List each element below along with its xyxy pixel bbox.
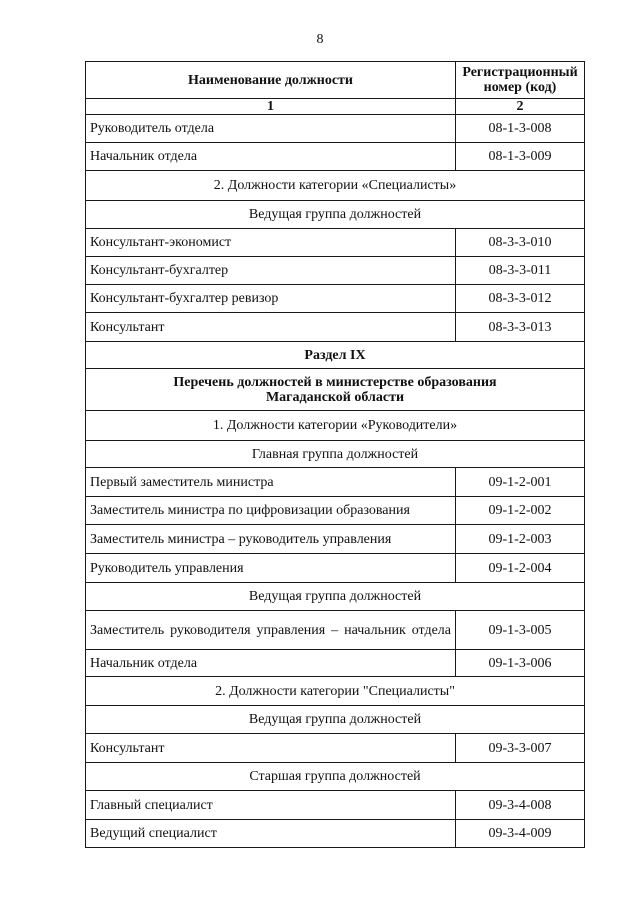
column-number-row	[86, 99, 585, 115]
position-code: 08-3-3-012	[456, 285, 585, 313]
position-name: Руководитель отдела	[86, 115, 456, 143]
table-row	[86, 734, 585, 763]
position-name: Заместитель руководителя управления – начальник отдела	[86, 611, 456, 650]
position-code: 08-3-3-011	[456, 257, 585, 285]
position-code: 08-1-3-008	[456, 115, 585, 143]
position-code: 08-3-3-010	[456, 229, 585, 257]
table-row	[86, 650, 585, 677]
group-heading: Ведущая группа должностей	[86, 583, 585, 611]
section-row	[86, 763, 585, 791]
position-name: Ведущий специалист	[86, 820, 456, 848]
group-heading: Главная группа должностей	[86, 441, 585, 468]
section-row	[86, 441, 585, 468]
position-code: 09-1-2-004	[456, 554, 585, 583]
position-name: Начальник отдела	[86, 650, 456, 677]
column-number-2: 2	[456, 99, 585, 115]
table-row	[86, 497, 585, 525]
section-row	[86, 369, 585, 411]
category-heading: 1. Должности категории «Руководители»	[86, 411, 585, 441]
table-row	[86, 554, 585, 583]
position-code: 09-3-4-009	[456, 820, 585, 848]
table-row	[86, 257, 585, 285]
table-row	[86, 313, 585, 342]
group-heading: Ведущая группа должностей	[86, 706, 585, 734]
position-name: Начальник отдела	[86, 143, 456, 171]
position-code: 09-3-4-008	[456, 791, 585, 820]
positions-table	[85, 61, 585, 848]
header-registration-code: Регистрационный номер (код)	[456, 62, 585, 99]
position-name: Консультант-бухгалтер	[86, 257, 456, 285]
position-code: 09-3-3-007	[456, 734, 585, 763]
section-row	[86, 583, 585, 611]
position-name: Заместитель министра – руководитель управления	[86, 525, 456, 554]
position-code: 09-1-2-001	[456, 468, 585, 497]
section-row	[86, 677, 585, 706]
table-row	[86, 468, 585, 497]
section-row	[86, 706, 585, 734]
table-row	[86, 143, 585, 171]
group-heading: Старшая группа должностей	[86, 763, 585, 791]
table-row	[86, 229, 585, 257]
position-code: 08-3-3-013	[456, 313, 585, 342]
position-code: 08-1-3-009	[456, 143, 585, 171]
position-name: Первый заместитель министра	[86, 468, 456, 497]
table-row	[86, 791, 585, 820]
position-name: Заместитель министра по цифровизации образования	[86, 497, 456, 525]
position-name: Консультант	[86, 734, 456, 763]
section-row	[86, 201, 585, 229]
section-row	[86, 411, 585, 441]
column-number-1: 1	[86, 99, 456, 115]
position-name: Руководитель управления	[86, 554, 456, 583]
position-code: 09-1-2-003	[456, 525, 585, 554]
section-row	[86, 171, 585, 201]
position-code: 09-1-2-002	[456, 497, 585, 525]
table-header-row	[86, 62, 585, 99]
position-name: Консультант	[86, 313, 456, 342]
position-code: 09-1-3-006	[456, 650, 585, 677]
section-title: Раздел IX	[86, 342, 585, 369]
table-row	[86, 285, 585, 313]
ministry-list-title: Перечень должностей в министерстве образования Магаданской области	[86, 369, 585, 411]
section-row	[86, 342, 585, 369]
position-code: 09-1-3-005	[456, 611, 585, 650]
group-heading: Ведущая группа должностей	[86, 201, 585, 229]
table-row	[86, 611, 585, 650]
position-name: Главный специалист	[86, 791, 456, 820]
position-name: Консультант-экономист	[86, 229, 456, 257]
position-name: Консультант-бухгалтер ревизор	[86, 285, 456, 313]
table-row	[86, 115, 585, 143]
page-number: 8	[316, 32, 324, 47]
table-row	[86, 525, 585, 554]
category-heading: 2. Должности категории «Специалисты»	[86, 171, 585, 201]
header-position-name: Наименование должности	[86, 62, 456, 99]
table-row	[86, 820, 585, 848]
category-heading: 2. Должности категории "Специалисты"	[86, 677, 585, 706]
